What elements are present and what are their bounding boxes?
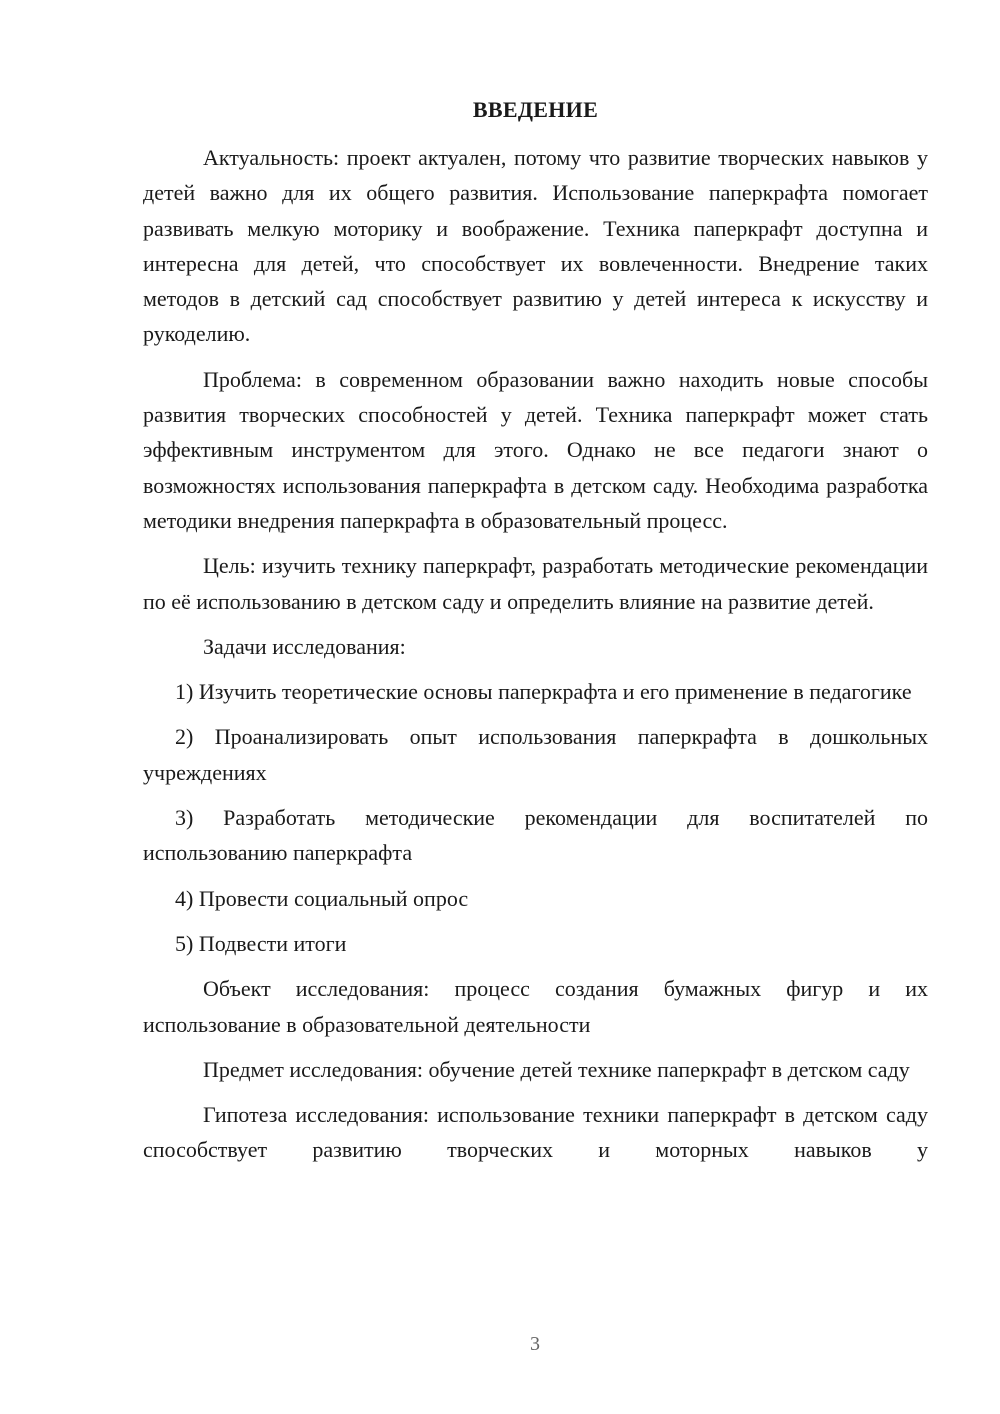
task-item-4: 4) Провести социальный опрос (175, 885, 469, 911)
paragraph-problem: Проблема: в современном образовании важно находить новые способы развития творческих способностей у детей. Техника паперкрафт может стать эффективным инструментом для этого. Однако не все педагоги знают о возможностях использования паперкрафта в детском саду. Необходима разработка методики внедрения паперкрафта в образовательный процесс. (143, 366, 928, 533)
task-item-5: 5) Подвести итоги (175, 930, 347, 956)
paragraph-relevance: Актуальность: проект актуален, потому что развитие творческих навыков у детей важно для их общего развития. Использование паперкрафта помогает развивать мелкую моторику и воображение. Техника паперкрафт доступна и интересна для детей, что способствует их вовлеченности. Внедрение таких методов в детский сад способствует развитию у детей интереса к искусству и рукоделию. (143, 145, 928, 347)
task-item-1: 1) Изучить теоретические основы паперкрафта и его применение в педагогике (175, 679, 912, 705)
section-title: ВВЕДЕНИЕ (472, 97, 599, 122)
paragraph-tasks-heading: Задачи исследования: (203, 633, 406, 659)
paragraph-hypothesis: Гипотеза исследования: использование техники паперкрафт в детском саду способствует развитию творческих и моторных навыков у (143, 1102, 928, 1163)
page-number: 3 (530, 1333, 540, 1355)
paragraph-goal: Цель: изучить технику паперкрафт, разработать методические рекомендации по её использованию в детском саду и определить влияние на развитие детей. (143, 553, 928, 614)
task-item-2: 2) Проанализировать опыт использования паперкрафта в дошкольных учреждениях (143, 724, 928, 785)
document-page (143, 95, 928, 1178)
task-item-3: 3) Разработать методические рекомендации для воспитателей по использованию паперкрафта (143, 805, 928, 866)
paragraph-subject: Предмет исследования: обучение детей технике паперкрафт в детском саду (203, 1056, 910, 1082)
paragraph-object: Объект исследования: процесс создания бумажных фигур и их использование в образовательной деятельности (143, 976, 928, 1037)
